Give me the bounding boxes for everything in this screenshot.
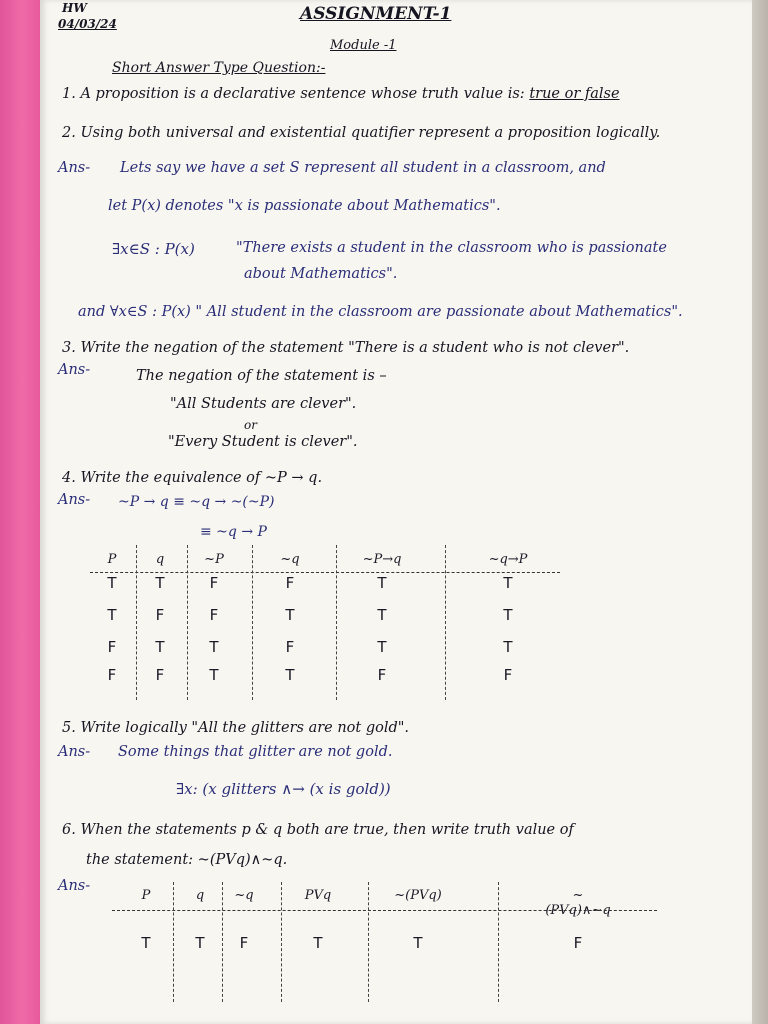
question-4-eq-1: ~P → q ≡ ~q → ~(~P) <box>118 494 275 510</box>
question-3-or: or <box>244 418 257 432</box>
question-3: 3. Write the negation of the statement "There is a student who is not clever". <box>62 340 630 356</box>
table-column-divider <box>136 545 137 700</box>
table-column-divider <box>498 882 499 1002</box>
table-cell: T <box>209 666 219 684</box>
table-column-divider <box>187 545 188 700</box>
table-header-0: P <box>107 552 117 567</box>
table-cell: F <box>209 574 219 592</box>
table-header-5: ~q→P <box>488 552 528 567</box>
table-cell: T <box>503 606 513 624</box>
question-4: 4. Write the equivalence of ~P → q. <box>62 470 323 486</box>
question-4-ans-label: Ans- <box>58 492 91 508</box>
question-4-eq-2: ≡ ~q → P <box>200 524 267 540</box>
table-header-2: ~q <box>234 888 254 903</box>
date: 04/03/24 <box>58 17 117 31</box>
question-3-line-2: "All Students are clever". <box>170 396 357 412</box>
notebook-page <box>40 0 752 1024</box>
question-1 <box>62 86 620 102</box>
question-2-line-2: let P(x) denotes "x is passionate about Mathematics". <box>108 198 501 214</box>
question-6: 6. When the statements p & q both are true, then write truth value of <box>62 822 574 838</box>
question-6-ans-label: Ans- <box>58 878 91 894</box>
table-cell: T <box>413 934 423 952</box>
table-column-divider <box>173 882 174 1002</box>
question-2-ans-label: Ans- <box>58 160 91 176</box>
table-header-4: ~(PVq) <box>394 888 442 903</box>
table-cell: F <box>107 638 117 656</box>
table-cell: T <box>141 934 151 952</box>
table-header-3: ~q <box>280 552 300 567</box>
table-cell: T <box>195 934 205 952</box>
table-cell: T <box>285 606 295 624</box>
corner-label: HW <box>62 1 87 15</box>
question-5: 5. Write logically "All the glitters are not gold". <box>62 720 410 736</box>
table-column-divider <box>336 545 337 700</box>
table-cell: F <box>209 606 219 624</box>
table-cell: F <box>285 638 295 656</box>
table-header-1: q <box>155 552 165 567</box>
question-2: 2. Using both universal and existential quatifier represent a proposition logically. <box>62 125 661 141</box>
table-cell: T <box>377 606 387 624</box>
table-cell: F <box>377 666 387 684</box>
table-header-0: P <box>141 888 151 903</box>
question-3-line-3: "Every Student is clever". <box>168 434 358 450</box>
notebook-binding <box>0 0 40 1024</box>
question-1-text: 1. A proposition is a declarative sentence whose truth value is: <box>62 86 525 102</box>
question-3-ans-label: Ans- <box>58 362 91 378</box>
table-cell: F <box>503 666 513 684</box>
table-header-3: PVq <box>304 888 332 903</box>
table-cell: T <box>155 638 165 656</box>
table-header-divider <box>90 572 560 573</box>
table-cell: F <box>239 934 249 952</box>
question-1-answer: true or false <box>529 86 620 102</box>
table-cell: T <box>107 606 117 624</box>
question-5-line-1: Some things that glitter are not gold. <box>118 744 393 760</box>
question-2-exists-formula: ∃x∈S : P(x) <box>112 240 195 258</box>
question-2-line-1: Lets say we have a set S represent all student in a classroom, and <box>120 160 606 176</box>
table-cell: T <box>503 638 513 656</box>
table-cell: F <box>285 574 295 592</box>
table-cell: F <box>573 934 583 952</box>
section-heading: Short Answer Type Question:- <box>112 60 326 76</box>
table-cell: F <box>107 666 117 684</box>
question-2-exists-text: "There exists a student in the classroom who is passionate <box>236 240 667 256</box>
question-3-line-1: The negation of the statement is – <box>136 368 387 384</box>
table-cell: T <box>107 574 117 592</box>
page-title: ASSIGNMENT-1 <box>300 4 452 24</box>
question-5-formula: ∃x: (x glitters ∧→ (x is gold)) <box>176 780 391 798</box>
table-cell: T <box>377 574 387 592</box>
question-2-forall-line: and ∀x∈S : P(x) " All student in the classroom are passionate about Mathematics". <box>78 304 683 320</box>
table-column-divider <box>445 545 446 700</box>
table-header-divider <box>112 910 657 911</box>
table-cell: T <box>209 638 219 656</box>
question-5-ans-label: Ans- <box>58 744 91 760</box>
table-column-divider <box>252 545 253 700</box>
table-column-divider <box>222 882 223 1002</box>
question-2-exists-text-2: about Mathematics". <box>244 266 398 282</box>
page-edge <box>752 0 768 1024</box>
table-header-5: ~(PVq)∧~q <box>545 888 611 918</box>
module-label: Module -1 <box>330 38 397 53</box>
table-cell: F <box>155 666 165 684</box>
table-cell: T <box>285 666 295 684</box>
table-column-divider <box>368 882 369 1002</box>
question-6-line-2: the statement: ~(PVq)∧~q. <box>86 852 288 868</box>
table-header-1: q <box>195 888 205 903</box>
table-header-2: ~P <box>204 552 224 567</box>
table-cell: T <box>377 638 387 656</box>
table-header-4: ~P→q <box>362 552 402 567</box>
table-cell: F <box>155 606 165 624</box>
table-cell: T <box>155 574 165 592</box>
table-cell: T <box>313 934 323 952</box>
table-column-divider <box>281 882 282 1002</box>
table-cell: T <box>503 574 513 592</box>
